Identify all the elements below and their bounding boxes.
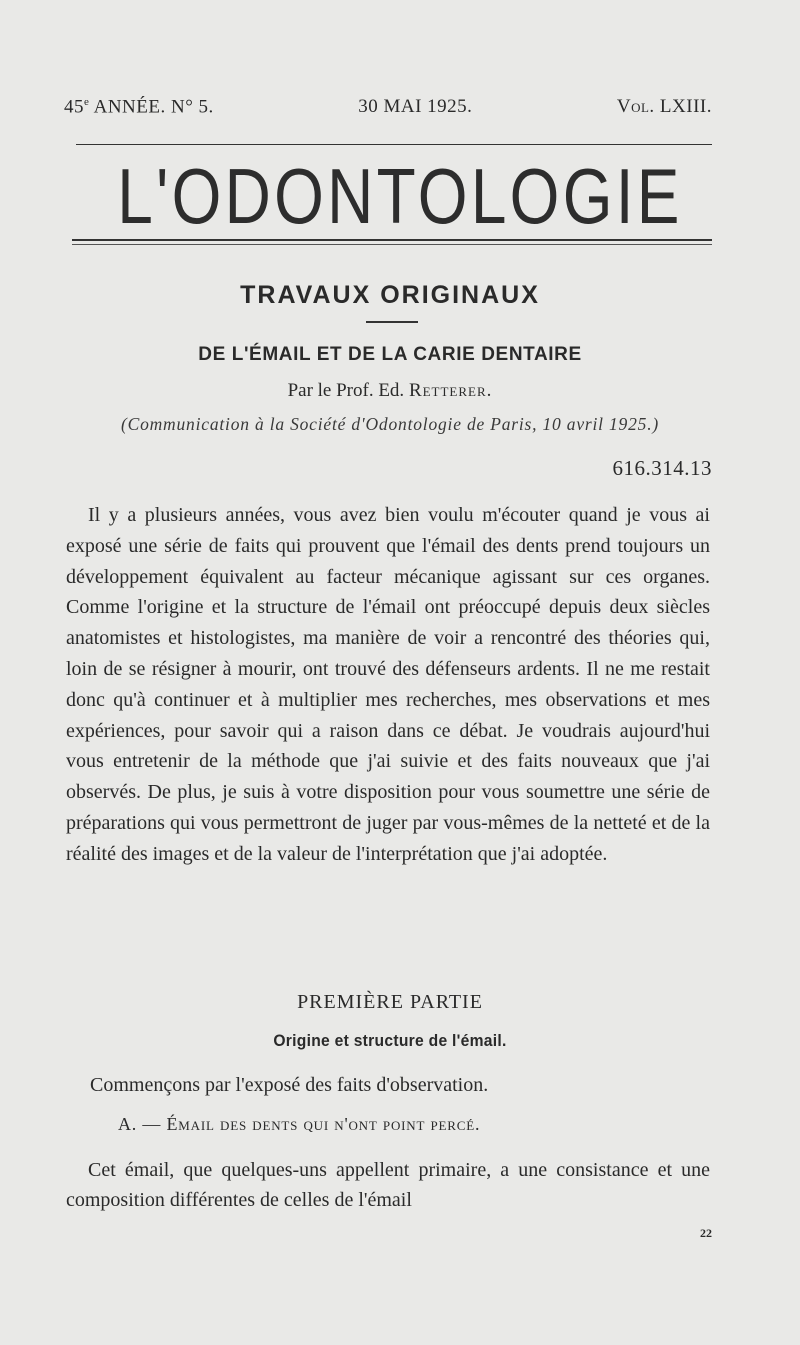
part-title: PREMIÈRE PARTIE <box>297 991 483 1013</box>
part-subtitle: Origine et structure de l'émail. <box>273 1031 507 1050</box>
masthead-top-rule <box>76 144 712 145</box>
article-title: DE L'ÉMAIL ET DE LA CARIE DENTAIRE <box>198 344 582 365</box>
article-body-continued <box>66 1155 710 1215</box>
article-body <box>66 500 710 870</box>
page-number: 22 <box>700 1226 712 1240</box>
subsection-heading: A. — Émail des dents qui n'ont point percé. <box>118 1114 481 1134</box>
classification-number: 616.314.13 <box>612 456 712 480</box>
author-name: Retterer. <box>408 380 493 401</box>
communication-note: (Communication à la Société d'Odontologie de Paris, 10 avril 1925.) <box>120 414 660 434</box>
section-divider <box>366 321 418 323</box>
issue-number: 45e ANNÉE. N° 5. <box>64 96 214 118</box>
section-title: TRAVAUX ORIGINAUX <box>240 281 540 309</box>
journal-masthead: L'ODONTOLOGIE <box>117 152 683 240</box>
paragraph-email: Cet émail, que quelques-uns appellent primaire, a une consistance et une composition différentes de celles de l'émail <box>66 1159 710 1211</box>
issue-date: 30 MAI 1925. <box>358 96 473 118</box>
issue-header <box>64 96 712 118</box>
article-author: Par le Prof. Ed. Retterer. <box>287 380 493 401</box>
masthead-bottom-rule-thin <box>72 244 712 245</box>
volume-label: Vol. LXIII. <box>616 96 712 118</box>
paragraph-intro: Il y a plusieurs années, vous avez bien voulu m'écouter quand je vous ai exposé une série de faits qui prouvent que l'émail des dents prend toujours un développement équivalent au facteur mécanique agissant sur ces organes. Comme l'origine et la structure de l'émail ont préoccupé depuis deux siècles anatomistes et histologistes, ma manière de voir a rencontré des théories qui, loin de se résigner à mourir, ont trouvé des défenseurs ardents. Il ne me restait donc qu'à continuer et à multiplier mes recherches, mes observations et mes expériences, pour savoir qui a raison dans ce débat. Je voudrais aujourd'hui vous entretenir de la méthode que j'ai suivie et des faits nouveaux que j'ai observés. De plus, je suis à votre disposition pour vous soumettre une série de préparations qui vous permettront de juger par vous-mêmes de la netteté et de la réalité des images et de la valeur de l'interprétation que j'ai adoptée. <box>66 504 710 865</box>
masthead-bottom-rule <box>72 239 712 241</box>
part-intro: Commençons par l'exposé des faits d'observation. <box>90 1074 489 1096</box>
